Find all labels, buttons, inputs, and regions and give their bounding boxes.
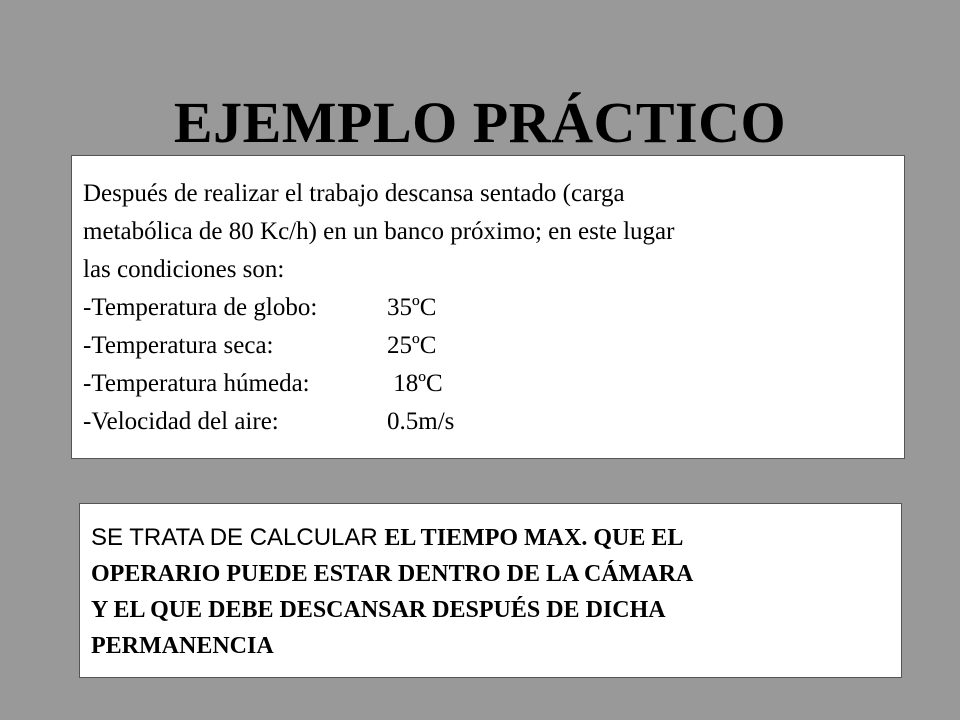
scenario-box bbox=[71, 155, 905, 459]
condition-dry-temperature bbox=[83, 327, 904, 365]
condition-value: 0.5m/s bbox=[387, 408, 455, 435]
task-lead: SE TRATA DE CALCULAR bbox=[91, 524, 385, 551]
condition-label: -Velocidad del aire: bbox=[83, 408, 279, 435]
intro-line: Después de realizar el trabajo descansa sentado (carga bbox=[83, 180, 625, 207]
slide-title: EJEMPLO PRÁCTICO bbox=[173, 90, 787, 155]
intro-line: las condiciones son: bbox=[83, 256, 285, 283]
condition-value: 18ºC bbox=[387, 370, 443, 397]
task-line bbox=[91, 520, 901, 556]
condition-value: 35ºC bbox=[387, 294, 437, 321]
condition-label: -Temperatura seca: bbox=[83, 332, 274, 359]
condition-globe-temperature bbox=[83, 289, 904, 327]
condition-wet-temperature bbox=[83, 365, 904, 403]
task-emphasis: EL TIEMPO MAX. QUE EL bbox=[384, 525, 684, 551]
task-emphasis: OPERARIO PUEDE ESTAR DENTRO DE LA CÁMARA bbox=[91, 561, 694, 587]
condition-label: -Temperatura húmeda: bbox=[83, 370, 310, 397]
condition-air-velocity bbox=[83, 403, 904, 441]
task-box bbox=[79, 503, 902, 678]
condition-value: 25ºC bbox=[387, 332, 437, 359]
task-emphasis: PERMANENCIA bbox=[91, 633, 274, 659]
task-emphasis: Y EL QUE DEBE DESCANSAR DESPUÉS DE DICHA bbox=[91, 597, 666, 623]
condition-label: -Temperatura de globo: bbox=[83, 294, 318, 321]
intro-line: metabólica de 80 Kc/h) en un banco próximo; en este lugar bbox=[83, 218, 675, 245]
